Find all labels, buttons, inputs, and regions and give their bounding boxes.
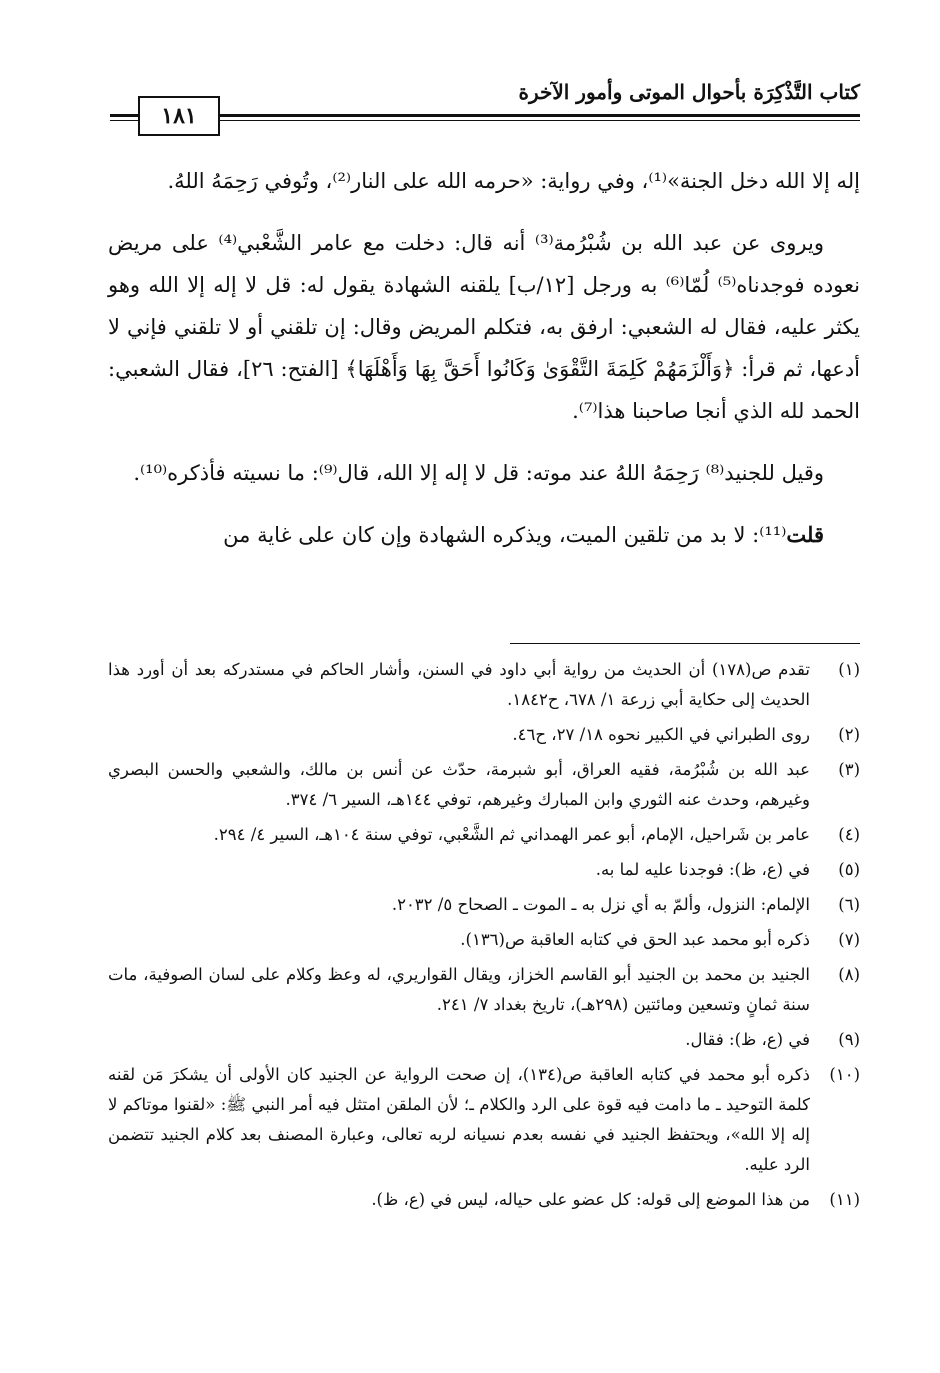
footnote-text: في (ع، ظ): فقال. — [685, 1030, 810, 1049]
footnote-text: الإلمام: النزول، وألمّ به أي نزل به ـ الموت ـ الصحاح ٥/ ٢٠٣٢. — [391, 895, 810, 914]
footnote-number: (٢) — [838, 725, 860, 744]
footnote — [108, 655, 860, 715]
footnote — [108, 1185, 860, 1215]
header-rule — [110, 114, 860, 117]
footnote — [108, 1025, 860, 1055]
footnote-text: عبد الله بن شُبْرُمة، فقيه العراق، أبو شبرمة، حدّث عن أنس بن مالك، والشعبي والحسن البصري وغيرهم، وحدث عنه الثوري وابن المبارك وغيرهم، توفي ١٤٤هـ، السير ٦/ ٣٧٤. — [108, 760, 810, 809]
footnote-separator — [510, 643, 860, 644]
page-number: ١٨١ — [138, 96, 220, 136]
footnote-number: (١٠) — [829, 1065, 860, 1084]
footnote — [108, 755, 860, 815]
main-text — [108, 160, 860, 576]
footnote-number: (٧) — [838, 930, 860, 949]
paragraph-2: ويروى عن عبد الله بن شُبْرُمة⁽³⁾ أنه قال: دخلت مع عامر الشَّعْبي⁽⁴⁾ على مريض نعوده فوجدناه⁽⁵⁾ لُمّا⁽⁶⁾ به ورجل [١٢/ب] يلقنه الشهادة يقول له: قل لا إله إلا الله وهو يكثر عليه، فقال له الشعبي: ارفق به، فتكلم المريض وقال: إن تلقني أو لا تلقني فإني لا أدعها، ثم قرأ: ﴿وَأَلْزَمَهُمْ كَلِمَةَ التَّقْوَىٰ وَكَانُوا أَحَقَّ بِهَا وَأَهْلَهَا﴾ [الفتح: ٢٦]، فقال الشعبي: الحمد لله الذي أنجا صاحبنا هذا⁽⁷⁾. — [108, 231, 861, 423]
footnote — [108, 890, 860, 920]
paragraph-1: إله إلا الله دخل الجنة»⁽¹⁾، وفي رواية: «حرمه الله على النار⁽²⁾، وتُوفي رَحِمَهُ اللهُ. — [167, 169, 860, 193]
footnote-text: من هذا الموضع إلى قوله: كل عضو على حياله، ليس في (ع، ظ). — [371, 1190, 810, 1209]
header-rule-thin — [110, 120, 860, 121]
footnotes — [108, 655, 860, 1220]
qultu-label: قلت — [786, 522, 824, 547]
footnote-text: روى الطبراني في الكبير نحوه ١٨/ ٢٧، ح٤٦. — [512, 725, 810, 744]
footnote — [108, 1060, 860, 1180]
footnote-text: ذكره أبو محمد في كتابه العاقبة ص(١٣٤)، إن صحت الرواية عن الجنيد كان الأولى أن يشكرَ مَن لقنه كلمة التوحيد ـ ما دامت فيه قوة على الرد والكلام ـ؛ لأن الملقن امتثل فيه أمر النبي ﷺ: «لقنوا موتاكم لا إله إلا الله»، ويحتفظ الجنيد في نفسه بعدم نسيانه لربه تعالى، وعبارة المصنف بعد كلام الجنيد تتضمن الرد عليه. — [108, 1065, 810, 1174]
footnote — [108, 925, 860, 955]
footnote-number: (٤) — [838, 825, 860, 844]
footnote — [108, 820, 860, 850]
footnote-text: عامر بن شَراحيل، الإمام، أبو عمر الهمداني ثم الشَّعْبي، توفي سنة ١٠٤هـ، السير ٤/ ٢٩٤. — [213, 825, 810, 844]
running-title: كتاب التَّذْكِرَة بأحوال الموتى وأمور الآخرة — [518, 80, 860, 104]
footnote-number: (٣) — [838, 760, 860, 779]
paragraph-3: وقيل للجنيد⁽⁸⁾ رَحِمَهُ اللهُ عند موته: قل لا إله إلا الله، قال⁽⁹⁾: ما نسيته فأذكره⁽¹⁰⁾. — [133, 461, 824, 485]
footnote-number: (٨) — [838, 965, 860, 984]
footnote — [108, 720, 860, 750]
footnote — [108, 960, 860, 1020]
footnote-text: ذكره أبو محمد عبد الحق في كتابه العاقبة ص(١٣٦). — [460, 930, 810, 949]
paragraph-4-text: ⁽¹¹⁾: لا بد من تلقين الميت، ويذكره الشهادة وإن كان على غاية من — [223, 523, 787, 547]
footnote-number: (٦) — [838, 895, 860, 914]
footnote-number: (٩) — [838, 1030, 860, 1049]
footnote-text: تقدم ص(١٧٨) أن الحديث من رواية أبي داود في السنن، وأشار الحاكم في مستدركه بعد أن أورد هذا الحديث إلى حكاية أبي زرعة ١/ ٦٧٨، ح١٨٤٢. — [108, 660, 810, 709]
footnote — [108, 855, 860, 885]
paragraph-4 — [108, 514, 860, 556]
footnote-text: الجنيد بن محمد بن الجنيد أبو القاسم الخزاز، ويقال القواريري، له وعظ وكلام على لسان الصوفية، مات سنة ثمانٍ وتسعين ومائتين (٢٩٨هـ)، تاريخ بغداد ٧/ ٢٤١. — [108, 965, 810, 1014]
footnote-number: (١١) — [829, 1190, 860, 1209]
footnote-text: في (ع، ظ): فوجدنا عليه لما به. — [595, 860, 810, 879]
footnote-number: (١) — [838, 660, 860, 679]
footnote-number: (٥) — [838, 860, 860, 879]
